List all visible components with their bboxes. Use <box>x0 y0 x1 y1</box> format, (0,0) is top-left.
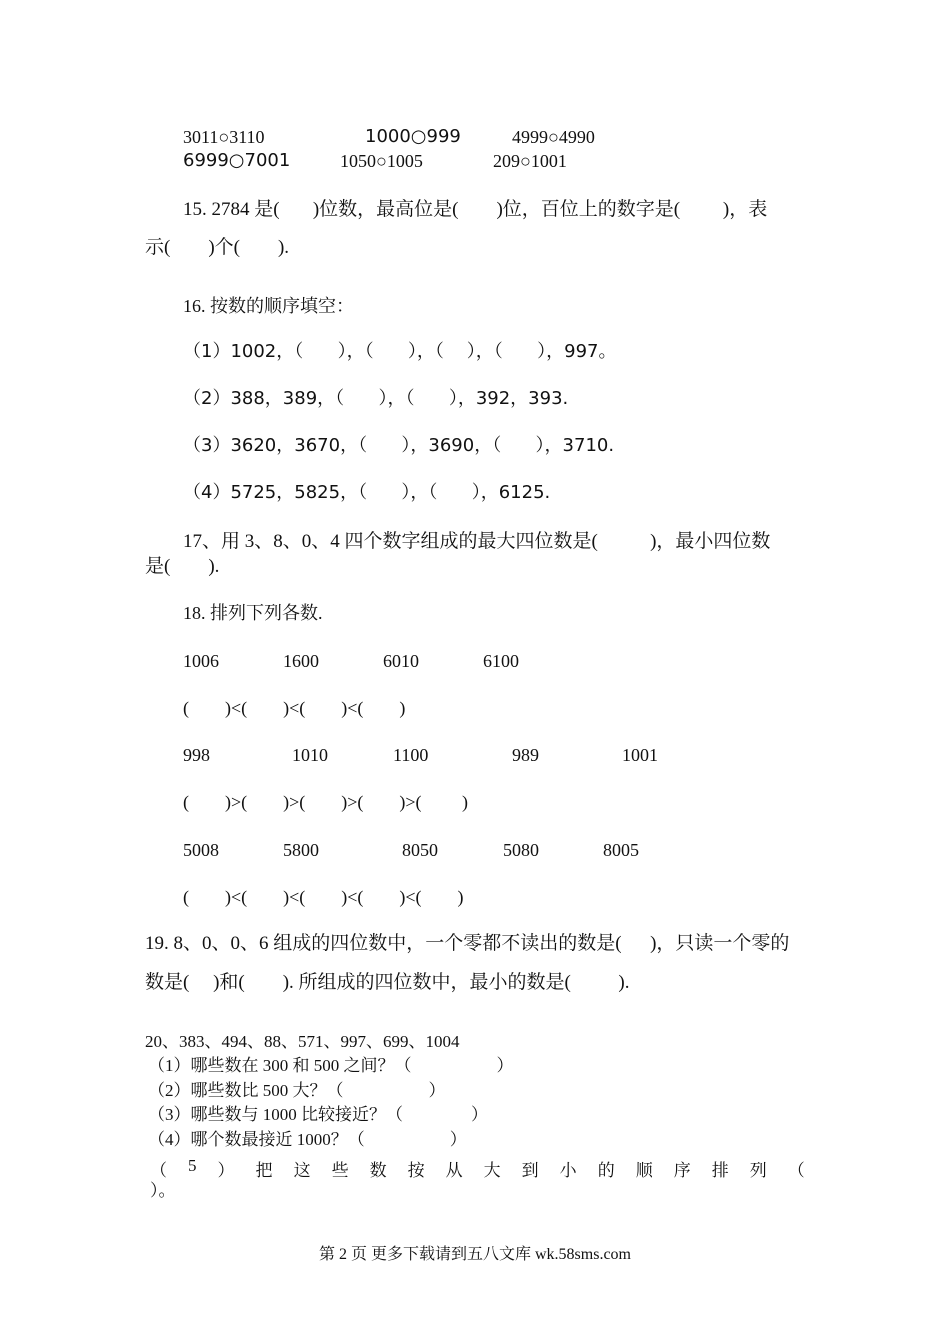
compare-item: 1000○999 <box>365 126 461 147</box>
justified-char: 列 <box>749 1161 767 1180</box>
number-item: 6010 <box>383 651 419 671</box>
question-20-item-5 <box>150 1156 805 1181</box>
number-item: 1010 <box>292 745 328 765</box>
compare-item: 3011○3110 <box>183 127 265 147</box>
number-item: 1100 <box>393 745 429 765</box>
question-19-line-2: 数是( )和( ). 所组成的四位数中，最小的数是( ). <box>145 972 630 993</box>
question-20-item: （1）哪些数在 300 和 500 之间？（ ） <box>148 1056 514 1075</box>
page-footer: 第 2 页 更多下载请到五八文库 wk.58sms.com <box>318 1246 631 1263</box>
justified-char: 排 <box>711 1161 729 1180</box>
number-item: 5800 <box>283 840 319 860</box>
compare-item: 209○1001 <box>493 151 567 171</box>
question-19-line-1: 19. 8、0、0、6 组成的四位数中，一个零都不读出的数是( )，只读一个零的 <box>145 933 790 954</box>
question-20-item: （4）哪个数最接近 1000？（ ） <box>148 1130 467 1149</box>
justified-char: 些 <box>331 1161 349 1180</box>
justified-char: 的 <box>597 1161 615 1180</box>
justified-char: 这 <box>293 1161 311 1180</box>
question-16-item: （3）3620，3670，（ ），3690，（ ），3710. <box>183 435 615 456</box>
justified-char: （ <box>787 1161 805 1180</box>
question-20-item: （3）哪些数与 1000 比较接近？（ ） <box>148 1105 488 1124</box>
ordering-answer-row: ( )<( )<( )<( ) <box>183 698 406 718</box>
number-item: 1600 <box>283 651 319 671</box>
number-item: 1006 <box>183 651 219 671</box>
justified-char: 数 <box>369 1161 387 1180</box>
compare-item: 1050○1005 <box>340 151 423 171</box>
question-16-title: 16. 按数的顺序填空： <box>183 296 354 316</box>
question-15-line-1: 15. 2784 是( )位数，最高位是( )位，百位上的数字是( )，表 <box>183 199 768 220</box>
number-item: 5008 <box>183 840 219 860</box>
justified-char: 按 <box>407 1161 425 1180</box>
justified-char: （ <box>150 1161 167 1180</box>
justified-char: 序 <box>673 1161 691 1180</box>
justified-char: 大 <box>483 1161 501 1180</box>
question-15-line-2: 示( )个( ). <box>145 237 290 258</box>
justified-char: 到 <box>521 1161 539 1180</box>
ordering-answer-row: ( )<( )<( )<( )<( ) <box>183 887 464 907</box>
question-16-item: （2）388，389，（ ），（ ），392，393. <box>183 388 569 409</box>
number-item: 989 <box>512 745 539 765</box>
question-18-title: 18. 排列下列各数. <box>183 603 323 623</box>
justified-char: 顺 <box>635 1161 653 1180</box>
question-17-line-1: 17、用 3、8、0、4 四个数字组成的最大四位数是( )，最小四位数 <box>183 531 771 552</box>
question-20-numbers: 20、383、494、88、571、997、699、1004 <box>145 1032 460 1051</box>
compare-item: 4999○4990 <box>512 127 595 147</box>
justified-char: 小 <box>559 1161 577 1180</box>
number-item: 998 <box>183 745 210 765</box>
question-17-line-2: 是( ). <box>145 556 220 577</box>
number-item: 8005 <box>603 840 639 860</box>
ordering-answer-row: ( )>( )>( )>( )>( ) <box>183 792 469 812</box>
question-16-item: （1）1002，（ ），（ ），（ ），（ ），997。 <box>183 341 617 362</box>
number-item: 6100 <box>483 651 519 671</box>
number-item: 5080 <box>503 840 539 860</box>
compare-item: 6999○7001 <box>183 150 291 171</box>
justified-char: ） <box>217 1161 235 1180</box>
question-20-item-5-end: ）。 <box>150 1181 176 1200</box>
question-16-item: （4）5725，5825，（ ），（ ），6125. <box>183 482 551 503</box>
number-item: 8050 <box>402 840 438 860</box>
question-20-item: （2）哪些数比 500 大？（ ） <box>148 1081 446 1100</box>
justified-char: 把 <box>255 1161 273 1180</box>
justified-char: 5 <box>188 1156 197 1175</box>
number-item: 1001 <box>622 745 658 765</box>
justified-char: 从 <box>445 1161 463 1180</box>
